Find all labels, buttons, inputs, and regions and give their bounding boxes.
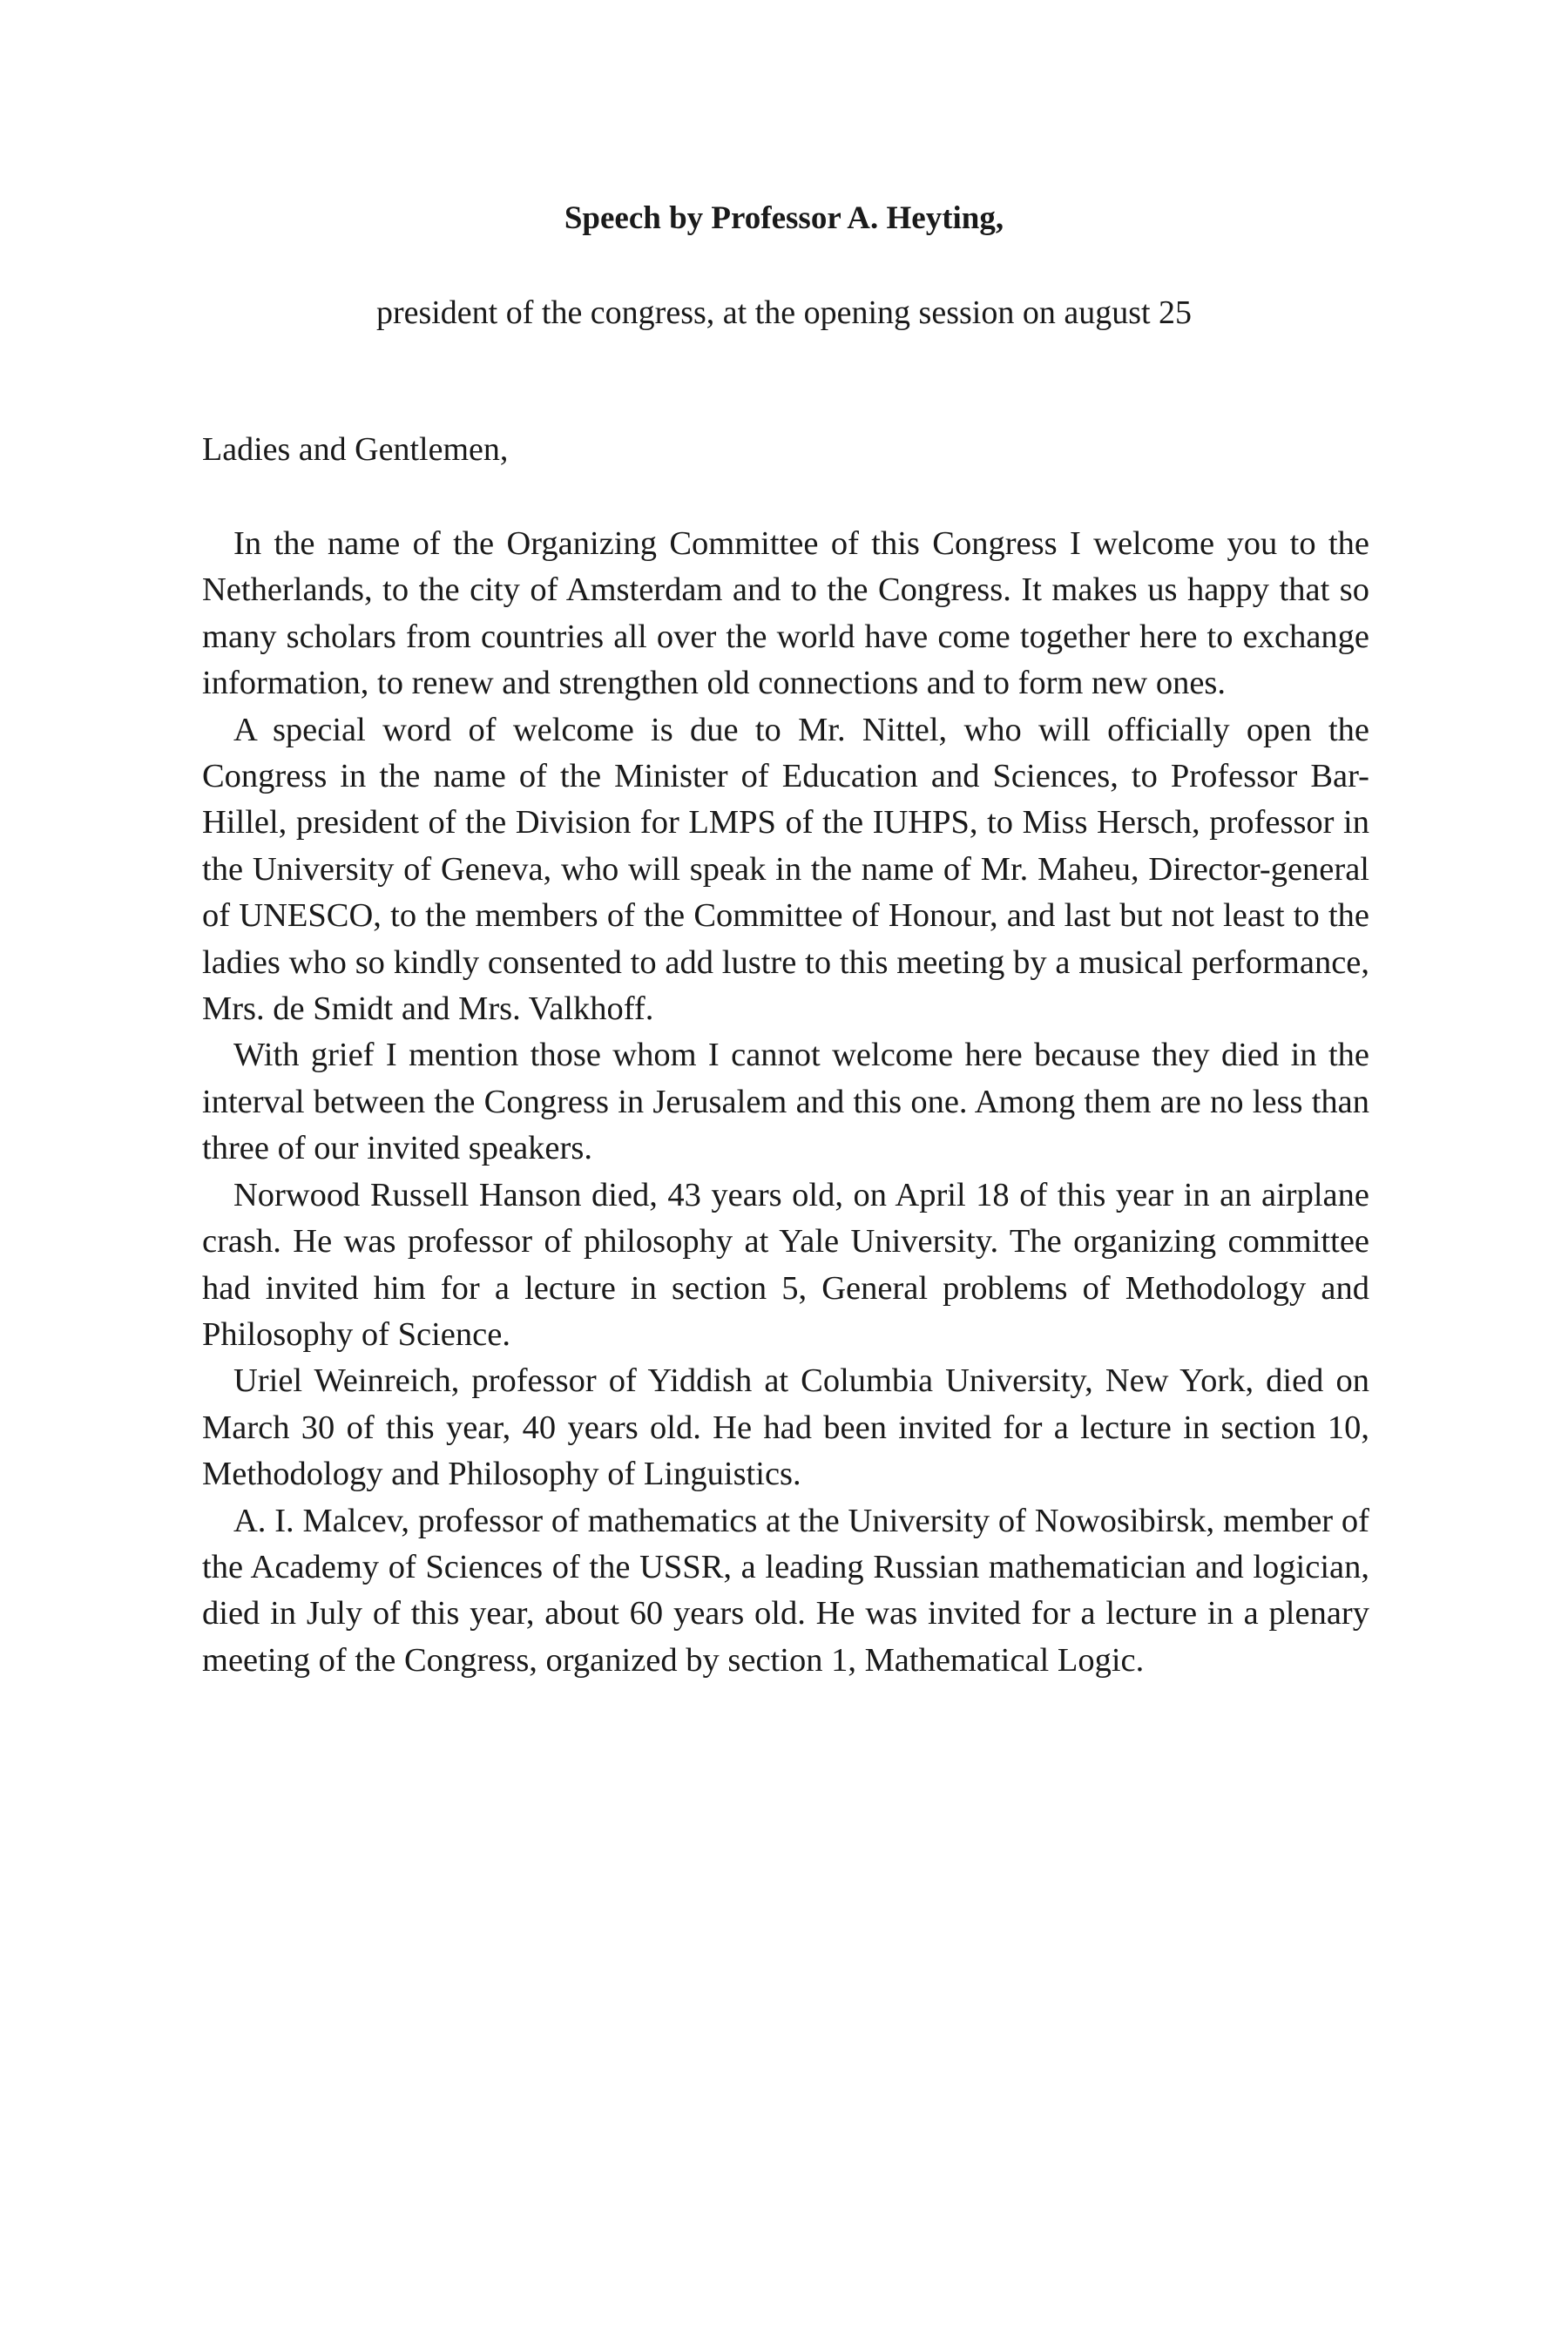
paragraph-weinreich: Uriel Weinreich, professor of Yiddish at Columbia University, New York, died on March 30 of this year, 40 years old. He had been invited for a lecture in section 10, Methodology and Philosophy of Linguistics.: [202, 1362, 1369, 1493]
salutation: Ladies and Gentlemen,: [202, 431, 509, 468]
paragraph-grief: With grief I mention those whom I cannot welcome here because they died in the interval between the Congress in Jerusalem and this one. Among them are no less than three of our invited speakers.: [202, 1037, 1369, 1167]
speech-subtitle: president of the congress, at the opening session on august 25: [375, 294, 1193, 331]
paragraph-welcome: In the name of the Organizing Committee of this Congress I welcome you to the Netherlands, to the city of Amsterdam and to the Congress. It makes us happy that so many scholars from countries all over the world have come together here to exchange information, to renew and strengthen old connections and to form new ones.: [202, 525, 1369, 702]
paragraph-malcev: A. I. Malcev, professor of mathematics at the University of Nowosibirsk, member of the Academy of Sciences of the USSR, a leading Russian mathematician and logician, died in July of this year, about 60 years old. He was invited for a lecture in a plenary meeting of the Congress, organized by section 1, Mathematical Logic.: [202, 1502, 1369, 1679]
paragraph-special-welcome: A special word of welcome is due to Mr. Nittel, who will officially open the Congress in the name of the Minister of Education and Sciences, to Professor Bar-Hillel, president of the Division for LMPS of the IUHPS, to Miss Hersch, professor in the University of Geneva, who will speak in the name of Mr. Maheu, Director-general of UNESCO, to the members of the Committee of Honour, and last but not least to the ladies who so kindly consented to add lustre to this meeting by a musical performance, Mrs. de Smidt and Mrs. Valkhoff.: [202, 711, 1369, 1028]
speech-body: [202, 521, 1369, 1684]
speech-title: Speech by Professor A. Heyting,: [564, 200, 1004, 236]
paragraph-hanson: Norwood Russell Hanson died, 43 years old, on April 18 of this year in an airplane crash. He was professor of philosophy at Yale University. The organizing committee had invited him for a lecture in section 5, General problems of Methodology and Philosophy of Science.: [202, 1176, 1369, 1353]
